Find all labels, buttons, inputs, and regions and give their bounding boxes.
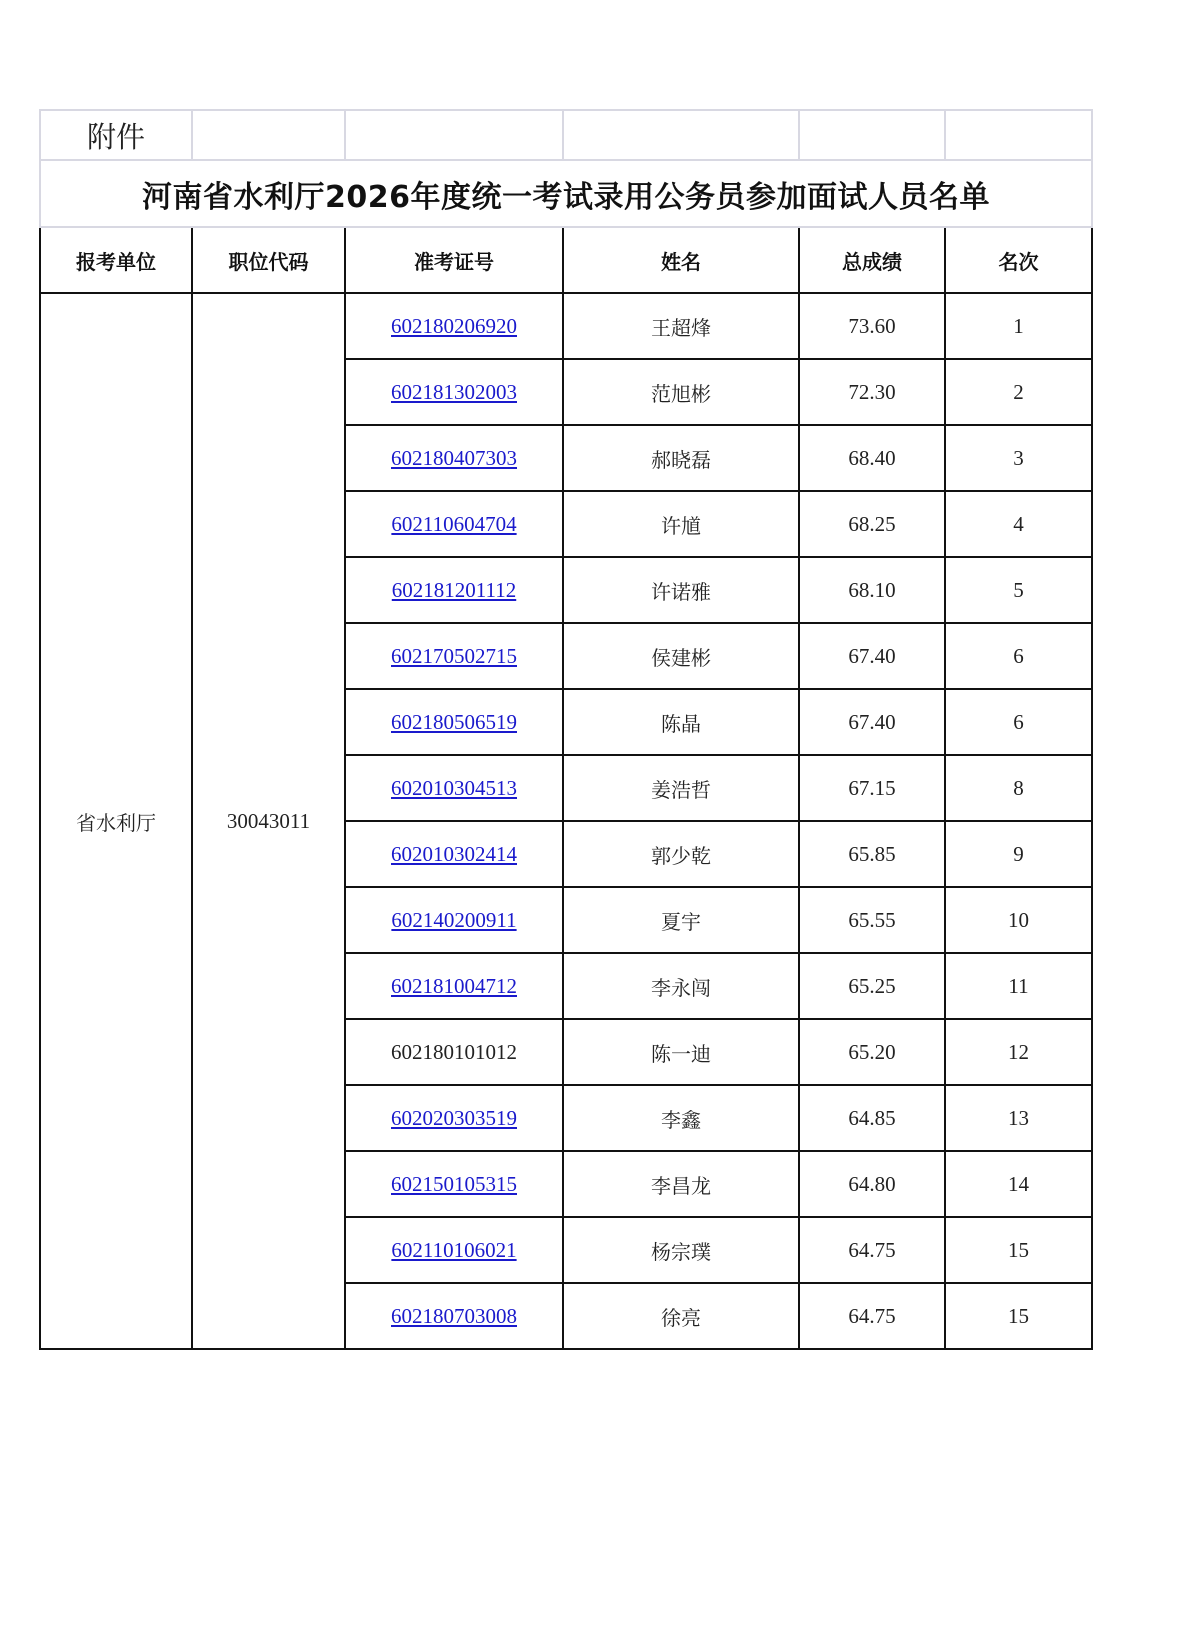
rank: 2 (945, 359, 1092, 425)
exam-number-cell (345, 293, 563, 359)
exam-number-link[interactable]: 602140200911 (391, 907, 517, 932)
title-row (40, 160, 1092, 227)
rank: 5 (945, 557, 1092, 623)
candidate-name: 陈晶 (563, 689, 799, 755)
empty-cell (563, 110, 799, 160)
rank: 15 (945, 1283, 1092, 1349)
total-score: 67.40 (799, 623, 945, 689)
exam-number-cell (345, 491, 563, 557)
attachment-row (40, 110, 1092, 160)
header-rank: 名次 (945, 227, 1092, 293)
attachment-label: 附件 (40, 110, 192, 160)
rank: 10 (945, 887, 1092, 953)
exam-number-cell (345, 1283, 563, 1349)
total-score: 64.85 (799, 1085, 945, 1151)
exam-number-text: 602180101012 (391, 1039, 517, 1064)
exam-number-cell (345, 1151, 563, 1217)
exam-number-link[interactable]: 602170502715 (391, 643, 517, 668)
rank: 3 (945, 425, 1092, 491)
exam-number-cell (345, 689, 563, 755)
empty-cell (345, 110, 563, 160)
exam-number-link[interactable]: 602180703008 (391, 1303, 517, 1328)
rank: 4 (945, 491, 1092, 557)
exam-number-link[interactable]: 602181004712 (391, 973, 517, 998)
candidate-name: 许诺雅 (563, 557, 799, 623)
exam-number-link[interactable]: 602010302414 (391, 841, 517, 866)
total-score: 67.40 (799, 689, 945, 755)
exam-number-link[interactable]: 602010304513 (391, 775, 517, 800)
exam-number-cell (345, 623, 563, 689)
exam-number-cell (345, 755, 563, 821)
rank: 13 (945, 1085, 1092, 1151)
total-score: 65.85 (799, 821, 945, 887)
rank: 8 (945, 755, 1092, 821)
total-score: 65.25 (799, 953, 945, 1019)
header-total-score: 总成绩 (799, 227, 945, 293)
total-score: 73.60 (799, 293, 945, 359)
unit-cell: 省水利厅 (40, 293, 192, 1349)
exam-number-cell (345, 425, 563, 491)
rank: 15 (945, 1217, 1092, 1283)
rank: 6 (945, 689, 1092, 755)
candidate-name: 郭少乾 (563, 821, 799, 887)
exam-number-cell (345, 359, 563, 425)
header-name: 姓名 (563, 227, 799, 293)
candidate-name: 姜浩哲 (563, 755, 799, 821)
candidate-name: 许馗 (563, 491, 799, 557)
rank: 12 (945, 1019, 1092, 1085)
total-score: 68.10 (799, 557, 945, 623)
header-exam-number: 准考证号 (345, 227, 563, 293)
total-score: 64.75 (799, 1283, 945, 1349)
rank: 9 (945, 821, 1092, 887)
empty-cell (945, 110, 1092, 160)
candidate-name: 徐亮 (563, 1283, 799, 1349)
candidate-name: 王超烽 (563, 293, 799, 359)
exam-number-link[interactable]: 602181302003 (391, 379, 517, 404)
header-unit: 报考单位 (40, 227, 192, 293)
empty-cell (799, 110, 945, 160)
exam-number-cell (345, 953, 563, 1019)
document-title: 河南省水利厅2026年度统一考试录用公务员参加面试人员名单 (40, 160, 1092, 227)
total-score: 67.15 (799, 755, 945, 821)
candidate-name: 郝晓磊 (563, 425, 799, 491)
empty-cell (192, 110, 345, 160)
table-row (40, 293, 1092, 359)
header-row (40, 227, 1092, 293)
total-score: 68.40 (799, 425, 945, 491)
total-score: 65.55 (799, 887, 945, 953)
header-position-code: 职位代码 (192, 227, 345, 293)
total-score: 68.25 (799, 491, 945, 557)
total-score: 65.20 (799, 1019, 945, 1085)
candidate-name: 陈一迪 (563, 1019, 799, 1085)
rank: 11 (945, 953, 1092, 1019)
rank: 1 (945, 293, 1092, 359)
total-score: 72.30 (799, 359, 945, 425)
exam-number-cell (345, 1217, 563, 1283)
exam-number-cell (345, 1019, 563, 1085)
exam-number-link[interactable]: 602180407303 (391, 445, 517, 470)
exam-number-link[interactable]: 602150105315 (391, 1171, 517, 1196)
candidate-name: 李鑫 (563, 1085, 799, 1151)
exam-number-link[interactable]: 602180206920 (391, 313, 517, 338)
total-score: 64.75 (799, 1217, 945, 1283)
candidate-name: 李昌龙 (563, 1151, 799, 1217)
exam-number-cell (345, 887, 563, 953)
candidate-name: 夏宇 (563, 887, 799, 953)
exam-number-link[interactable]: 602181201112 (391, 577, 517, 602)
candidate-name: 侯建彬 (563, 623, 799, 689)
rank: 6 (945, 623, 1092, 689)
exam-number-cell (345, 557, 563, 623)
interview-list-table (39, 109, 1093, 1350)
exam-number-link[interactable]: 602180506519 (391, 709, 517, 734)
exam-number-link[interactable]: 602110604704 (391, 511, 517, 536)
position-code-cell: 30043011 (192, 293, 345, 1349)
total-score: 64.80 (799, 1151, 945, 1217)
exam-number-link[interactable]: 602110106021 (391, 1237, 517, 1262)
exam-number-cell (345, 821, 563, 887)
exam-number-link[interactable]: 602020303519 (391, 1105, 517, 1130)
rank: 14 (945, 1151, 1092, 1217)
exam-number-cell (345, 1085, 563, 1151)
candidate-name: 李永闯 (563, 953, 799, 1019)
candidate-name: 杨宗璞 (563, 1217, 799, 1283)
candidate-name: 范旭彬 (563, 359, 799, 425)
